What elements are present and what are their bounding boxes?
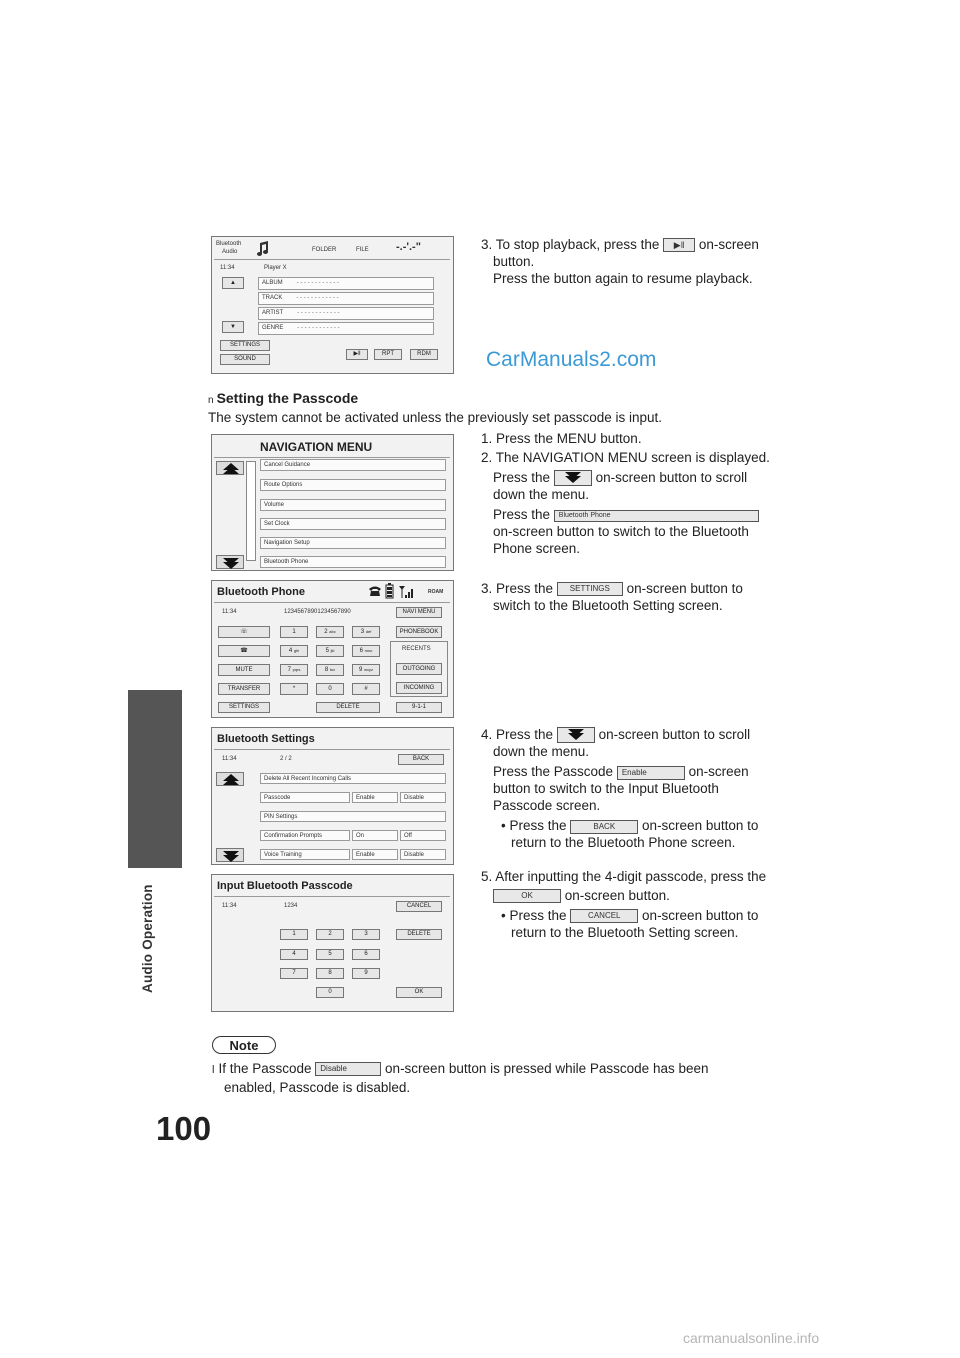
nav-item-route-options[interactable]: Route Options (260, 479, 446, 491)
pass-key-5[interactable]: 5 (316, 949, 344, 960)
screenshot-bluetooth-settings (211, 727, 454, 865)
player-name: Player X (264, 265, 287, 271)
section-intro: The system cannot be activated unless the previously set passcode is input. (208, 410, 662, 425)
nav-item-volume[interactable]: Volume (260, 499, 446, 511)
screenshot-bluetooth-audio (211, 236, 454, 374)
passcode-clock: 11:34 (222, 903, 237, 909)
mute-button[interactable]: MUTE (218, 664, 270, 676)
passcode-disable-button[interactable]: Disable (400, 792, 446, 803)
note-text: l If the Passcode Disable on-screen button is pressed while Passcode has been enabled, Passcode is disabled. (212, 1061, 709, 1095)
key-5[interactable]: 5 jkl (316, 645, 344, 657)
key-4[interactable]: 4 ghi (280, 645, 308, 657)
pass-key-7[interactable]: 7 (280, 968, 308, 979)
roam-indicator: ROAM (428, 589, 444, 595)
audio-settings-button[interactable]: SETTINGS (220, 340, 270, 351)
random-button[interactable]: RDM (410, 349, 438, 360)
recents-label: RECENTS (402, 646, 431, 652)
repeat-button[interactable]: RPT (374, 349, 402, 360)
passcode-delete-button[interactable]: DELETE (396, 929, 442, 940)
call-button[interactable]: ☏ (218, 626, 270, 638)
step-playback: 3. To stop playback, press the ▶‖ on-screen button. Press the button again to resume playback. (481, 237, 759, 286)
pass-key-2[interactable]: 2 (316, 929, 344, 940)
scroll-down-button[interactable]: ▼ (222, 321, 244, 333)
key-6[interactable]: 6 mno (352, 645, 380, 657)
scroll-down-icon[interactable] (216, 848, 244, 862)
nav-item-bluetooth-phone[interactable]: Bluetooth Phone (260, 556, 446, 568)
nav-item-navigation-setup[interactable]: Navigation Setup (260, 537, 446, 549)
field-placeholder-dots: - - - - - - - - - - - - (297, 310, 340, 316)
phone-title: Bluetooth Phone (217, 586, 305, 598)
music-note-icon (256, 241, 270, 257)
passcode-enable-button[interactable]: Enable (352, 792, 398, 803)
inline-back-button: BACK (570, 820, 638, 834)
audio-clock: 11:34 (220, 265, 235, 271)
key-8[interactable]: 8 tuv (316, 664, 344, 676)
pass-key-3[interactable]: 3 (352, 929, 380, 940)
key-hash[interactable]: # (352, 683, 380, 695)
pin-settings-row[interactable]: PIN Settings (260, 811, 446, 822)
audio-title-line1: Bluetooth (216, 241, 242, 247)
key-star[interactable]: * (280, 683, 308, 695)
phone-settings-button[interactable]: SETTINGS (218, 702, 270, 713)
passcode-ok-button[interactable]: OK (396, 987, 442, 998)
pass-key-1[interactable]: 1 (280, 929, 308, 940)
field-placeholder-dots: - - - - - - - - - - - - (296, 295, 339, 301)
key-0[interactable]: 0 (316, 683, 344, 695)
key-1[interactable]: 1 (280, 626, 308, 638)
voice-training-label: Voice Training (260, 849, 350, 860)
nav-scrollbar[interactable] (246, 461, 256, 561)
delete-recent-calls-row[interactable]: Delete All Recent Incoming Calls (260, 773, 446, 784)
screenshot-input-passcode (211, 874, 454, 1012)
inline-scroll-down-icon (554, 470, 592, 486)
scroll-up-icon[interactable] (216, 772, 244, 786)
chapter-side-label: Audio Operation (140, 884, 155, 993)
bt-settings-page: 2 / 2 (280, 756, 292, 762)
inline-enable-button: Enable (617, 766, 685, 780)
key-2[interactable]: 2 abc (316, 626, 344, 638)
passcode-label: Passcode (260, 792, 350, 803)
phonebook-button[interactable]: PHONEBOOK (396, 626, 442, 638)
dialed-number: 12345678901234567890 (284, 609, 351, 615)
inline-bluetooth-phone-button: Bluetooth Phone (554, 510, 759, 522)
audio-title-line2: Audio (222, 249, 238, 255)
hangup-button[interactable]: ☎ (218, 645, 270, 657)
scroll-down-icon[interactable] (216, 555, 244, 569)
steps-1-2: 1. Press the MENU button. 2. The NAVIGATION MENU screen is displayed. Press the on-screen button to scroll down the menu. Press the Bluetooth Phone on-screen button to switch to the Bluetooth Phone screen. (481, 431, 770, 557)
navi-menu-button[interactable]: NAVI MENU (396, 607, 442, 618)
footer-watermark: carmanualsonline.info (683, 1330, 820, 1346)
incoming-button[interactable]: INCOMING (396, 682, 442, 694)
pass-key-9[interactable]: 9 (352, 968, 380, 979)
section-heading: n Setting the Passcode (208, 390, 359, 406)
scroll-up-icon[interactable] (216, 461, 244, 475)
pass-key-4[interactable]: 4 (280, 949, 308, 960)
pass-key-6[interactable]: 6 (352, 949, 380, 960)
passcode-screen-title: Input Bluetooth Passcode (217, 880, 353, 892)
confirmation-prompts-label: Confirmation Prompts (260, 830, 350, 841)
inline-scroll-down-icon (557, 727, 595, 743)
confirmation-on-button[interactable]: On (352, 830, 398, 841)
inline-cancel-button: CANCEL (570, 909, 638, 923)
audio-sound-button[interactable]: SOUND (220, 354, 270, 365)
delete-button[interactable]: DELETE (316, 702, 380, 713)
step-3: 3. Press the SETTINGS on-screen button to switch to the Bluetooth Setting screen. (481, 581, 743, 613)
folder-label: FOLDER (312, 247, 337, 253)
phone-clock: 11:34 (222, 609, 237, 615)
note-badge: Note (212, 1036, 276, 1054)
inline-play-pause-button: ▶‖ (663, 238, 695, 252)
outgoing-button[interactable]: OUTGOING (396, 663, 442, 675)
field-placeholder-dots: - - - - - - - - - - - - (296, 280, 339, 286)
phone-icon (368, 585, 382, 597)
emergency-911-button[interactable]: 9-1-1 (396, 702, 442, 713)
file-label: FILE (356, 247, 369, 253)
bt-settings-title: Bluetooth Settings (217, 733, 315, 745)
battery-icon (385, 583, 394, 599)
passcode-cancel-button[interactable]: CANCEL (396, 901, 442, 912)
pass-key-0[interactable]: 0 (316, 987, 344, 998)
genre-field: GENRE - - - - - - - - - - - - (258, 322, 434, 335)
field-placeholder-dots: - - - - - - - - - - - - (297, 325, 340, 331)
nav-item-set-clock[interactable]: Set Clock (260, 518, 446, 530)
voice-training-enable-button[interactable]: Enable (352, 849, 398, 860)
play-pause-button[interactable]: ▶‖ (346, 349, 368, 360)
signal-icon (398, 585, 414, 598)
inline-disable-button: Disable (315, 1062, 381, 1076)
artist-field: ARTIST - - - - - - - - - - - - (258, 307, 434, 320)
album-field: ALBUM - - - - - - - - - - - - (258, 277, 434, 290)
pass-key-8[interactable]: 8 (316, 968, 344, 979)
nav-item-cancel-guidance[interactable]: Cancel Guidance (260, 459, 446, 471)
screenshot-navigation-menu (211, 434, 454, 571)
screenshot-bluetooth-phone (211, 580, 454, 718)
step-4: 4. Press the on-screen button to scroll down the menu. Press the Passcode Enable on-screen button to switch to the Input Bluetooth Passcode screen. • Press the BACK on-screen button to return to the Bluetooth Phone screen. (481, 727, 759, 851)
nav-menu-title: NAVIGATION MENU (260, 440, 373, 454)
step-5: 5. After inputting the 4-digit passcode, press the OK on-screen button. • Press the CANCEL on-screen button to return to the Bluetooth Setting screen. (481, 869, 767, 940)
time-display: -.-'.-" (396, 241, 421, 253)
page-number: 100 (156, 1110, 212, 1147)
watermark-brand: CarManuals2.com (486, 348, 657, 371)
track-field: TRACK - - - - - - - - - - - - (258, 292, 434, 305)
audio-header-divider (214, 259, 450, 260)
bt-settings-clock: 11:34 (222, 756, 237, 762)
key-3[interactable]: 3 def (352, 626, 380, 638)
inline-settings-button: SETTINGS (557, 582, 623, 596)
scroll-up-button[interactable]: ▲ (222, 277, 244, 289)
key-7[interactable]: 7 pqrs (280, 664, 308, 676)
chapter-side-tab (128, 690, 182, 868)
bt-settings-back-button[interactable]: BACK (398, 754, 444, 765)
voice-training-disable-button[interactable]: Disable (400, 849, 446, 860)
key-9[interactable]: 9 wxyz (352, 664, 380, 676)
inline-ok-button: OK (493, 889, 561, 903)
transfer-button[interactable]: TRANSFER (218, 683, 270, 695)
confirmation-off-button[interactable]: Off (400, 830, 446, 841)
passcode-entry: 1234 (284, 903, 298, 909)
